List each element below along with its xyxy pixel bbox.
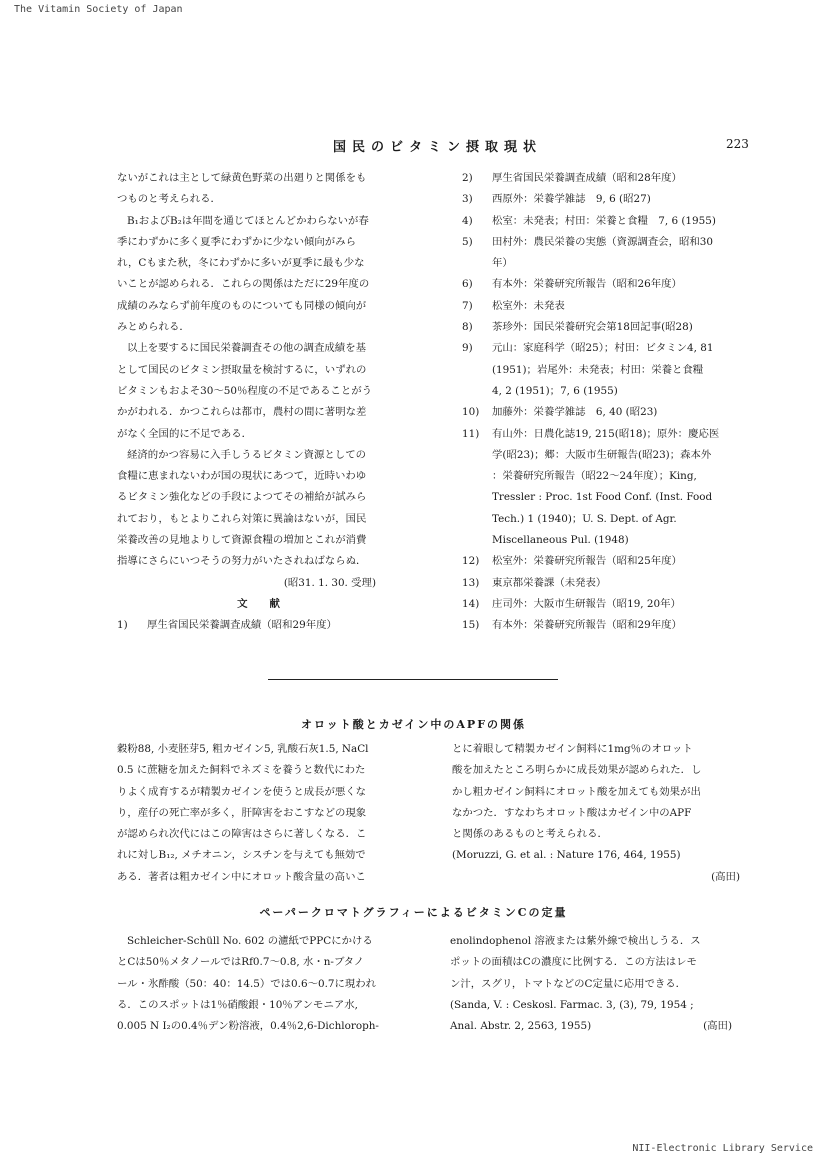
reference-text: 有山外：日農化誌19, 215(昭18)；原外：慶応医 xyxy=(492,427,720,440)
reference-text: 4, 2 (1951)；7, 6 (1955) xyxy=(492,384,618,397)
reference-text: 庄司外：大阪市生研報告（昭19, 20年） xyxy=(492,597,681,610)
reference-number: 5) xyxy=(462,235,473,248)
received-date: (昭31. 1. 30. 受理) xyxy=(283,576,376,589)
text-line: ール・氷酢酸（50：40：14.5）では0.6～0.7に現われ xyxy=(117,977,377,990)
reference-item xyxy=(462,189,768,210)
reference-item xyxy=(462,274,768,295)
reference-item xyxy=(117,615,422,636)
text-line: ン汁，スグリ，トマトなどのC定量に応用できる． xyxy=(450,977,687,990)
short-article-2-right-column xyxy=(450,931,740,1037)
reference-number: 15) xyxy=(462,619,480,632)
text-line: るビタミン強化などの手段によつてその補給が試みら xyxy=(117,491,367,504)
text-line: Schleicher-Schüll No. 602 の濾紙でPPCにかける xyxy=(127,935,373,947)
reference-text: 西原外：栄養学雑誌 9, 6 (昭27) xyxy=(492,193,651,206)
author-signature: (高田) xyxy=(703,1020,732,1033)
short-article-1-right-column xyxy=(452,739,740,888)
reference-text: 有本外：栄養研究所報告（昭和26年度） xyxy=(492,278,682,291)
reference-number xyxy=(462,445,492,466)
reference-number: 8) xyxy=(462,321,473,334)
text-line: みとめられる． xyxy=(117,321,190,334)
reference-text: 松室外：栄養研究所報告（昭和25年度） xyxy=(492,555,682,568)
text-line: B₁およびB₂は年間を通じてほとんどかわらないが春 xyxy=(127,214,369,227)
reference-item xyxy=(462,487,768,508)
reference-text: 厚生省国民栄養調査成績（昭和29年度） xyxy=(147,619,337,632)
reference-number: 6) xyxy=(462,278,473,291)
reference-item xyxy=(462,168,768,189)
reference-number: 10) xyxy=(462,406,480,419)
page-number: 223 xyxy=(726,137,749,151)
text-line: と関係のあるものと考えられる． xyxy=(452,828,608,841)
reference-number xyxy=(462,530,492,551)
reference-text: ：栄養研究所報告（昭22～24年度）；King, xyxy=(492,470,697,483)
reference-item xyxy=(462,445,768,466)
reference-item xyxy=(462,296,768,317)
text-line: れ，Cもまた秋，冬にわずかに多いが夏季に最も少な xyxy=(117,257,365,270)
text-line: いことが認められる．これらの関係はただに29年度の xyxy=(117,278,370,291)
reference-number xyxy=(462,509,492,530)
text-line: つものと考えられる． xyxy=(117,193,221,206)
reference-text: (1951)；岩尾外：未発表；村田：栄養と食糧 xyxy=(492,363,704,376)
reference-item xyxy=(462,615,768,636)
reference-item xyxy=(462,402,768,423)
reference-number: 1) xyxy=(117,619,128,632)
text-line: かがわれる．かつこれらは都市，農村の間に著明な差 xyxy=(117,406,367,419)
author-signature: (高田) xyxy=(711,870,740,883)
references-heading: 文献 xyxy=(237,597,302,610)
reference-text: Miscellaneous Pul. (1948) xyxy=(492,534,629,547)
short-article-2-title: ペーパークロマトグラフィーによるビタミンCの定量 xyxy=(259,906,568,919)
text-line: とCは50％メタノールではRf0.7～0.8, 水・n-ブタノ xyxy=(117,956,365,969)
short-article-2-left-column xyxy=(117,931,427,1037)
section-divider xyxy=(268,679,558,680)
reference-number: 4) xyxy=(462,214,473,227)
reference-item xyxy=(462,211,768,232)
reference-item xyxy=(462,466,768,487)
text-line: enolindophenol 溶液または紫外線で検出しうる．ス xyxy=(450,935,701,947)
reference-item xyxy=(462,594,768,615)
text-line: なかつた．すなわちオロット酸はカゼイン中のAPF xyxy=(452,806,692,819)
reference-item xyxy=(462,530,768,551)
text-line: 0.5 に蔗糖を加えた飼料でネズミを養うと数代にわた xyxy=(117,764,366,777)
reference-number: 7) xyxy=(462,299,473,312)
text-line: ポットの面積はCの濃度に比例する．この方法はレモ xyxy=(450,956,697,969)
text-line: 0.005 N I₂の0.4％デン粉溶液，0.4％2,6-Dichloroph- xyxy=(117,1020,379,1033)
reference-number xyxy=(462,381,492,402)
text-line: ビタミンもおよそ30～50％程度の不足であることがう xyxy=(117,384,373,397)
reference-item xyxy=(462,253,768,274)
reference-text: 茶珍外：国民栄養研究会第18回記事(昭28) xyxy=(492,321,693,334)
reference-number: 3) xyxy=(462,193,473,206)
text-line: が認められ次代にはこの障害はさらに著しくなる．こ xyxy=(117,828,367,841)
text-line: として国民のビタミン摂取量を検討するに，いずれの xyxy=(117,363,367,376)
text-line: りよく成育するが精製カゼインを使うと成長が悪くな xyxy=(117,785,367,798)
reference-text: 学(昭23)；郷：大阪市生研報告(昭23)；森本外 xyxy=(492,448,712,461)
reference-text: 加藤外：栄養学雑誌 6, 40 (昭23) xyxy=(492,406,658,419)
reference-item xyxy=(462,573,768,594)
reference-text: 厚生省国民栄養調査成績（昭和28年度） xyxy=(492,172,682,184)
reference-number: 2) xyxy=(462,172,473,184)
reference-item xyxy=(462,360,768,381)
references-right-column xyxy=(462,168,768,637)
reference-item xyxy=(462,509,768,530)
bottom-watermark: NII-Electronic Library Service xyxy=(632,1143,813,1154)
reference-number: 14) xyxy=(462,597,480,610)
reference-item xyxy=(462,381,768,402)
text-line: 食糧に恵まれないわが国の現状にあつて，近時いわゆ xyxy=(117,470,367,483)
text-line: り，産仔の死亡率が多く，肝障害をおこすなどの現象 xyxy=(117,806,367,819)
reference-text: 年） xyxy=(492,257,513,270)
text-line: 成績のみならず前年度のものについても同様の傾向が xyxy=(117,299,367,312)
reference-text: 有本外：栄養研究所報告（昭和29年度） xyxy=(492,619,682,632)
reference-item xyxy=(462,424,768,445)
citation: Anal. Abstr. 2, 2563, 1955) xyxy=(450,1020,592,1033)
short-article-1-left-column xyxy=(117,739,427,888)
reference-item xyxy=(462,232,768,253)
text-line: れに対しB₁₂, メチオニン，シスチンを与えても無効で xyxy=(117,849,366,862)
text-line: かし粗カゼイン飼料にオロット酸を加えても効果が出 xyxy=(452,785,701,798)
text-line: 穀粉88, 小麦胚芽5, 粗カゼイン5, 乳酸石灰1.5, NaCl xyxy=(117,743,369,755)
article-left-column xyxy=(117,168,422,637)
reference-number: 9) xyxy=(462,342,473,355)
citation: (Moruzzi, G. et al. : Nature 176, 464, 1955) xyxy=(452,849,681,862)
reference-text: Tressler : Proc. 1st Food Conf. (Inst. Food xyxy=(492,491,713,504)
reference-number: 12) xyxy=(462,555,480,568)
reference-item xyxy=(462,551,768,572)
reference-number: 13) xyxy=(462,576,480,589)
reference-text: 松室：未発表；村田：栄養と食糧 7, 6 (1955) xyxy=(492,214,716,227)
text-line: とに着眼して精製カゼイン飼料に1mg％のオロット xyxy=(452,743,693,755)
reference-text: 松室外：未発表 xyxy=(492,299,565,312)
reference-item xyxy=(462,338,768,359)
text-line: がなく全国的に不足である． xyxy=(117,427,253,440)
reference-number: 11) xyxy=(462,427,480,440)
reference-number xyxy=(462,466,492,487)
running-header-title: 国民のビタミン摂取現状 xyxy=(333,140,543,155)
text-line: ある．著者は粗カゼイン中にオロット酸含量の高いこ xyxy=(117,870,366,883)
reference-number xyxy=(462,487,492,508)
reference-number xyxy=(462,253,492,274)
text-line: 季にわずかに多く夏季にわずかに少ない傾向がみら xyxy=(117,235,356,248)
text-line: 指導にさらにいつそうの努力がいたされねばならぬ． xyxy=(117,555,367,568)
reference-text: 田村外：農民栄養の実態（資源調査会，昭和30 xyxy=(492,235,714,248)
citation: (Sanda, V. : Ceskosl. Farmac. 3, (3), 79, 1954 ; xyxy=(450,998,694,1011)
text-line: 経済的かつ容易に入手しうるビタミン資源としての xyxy=(127,448,366,461)
text-line: ないがこれは主として緑黄色野菜の出廻りと関係をも xyxy=(117,172,367,184)
reference-item xyxy=(462,317,768,338)
text-line: 酸を加えたところ明らかに成長効果が認められた．し xyxy=(452,764,702,777)
text-line: 以上を要するに国民栄養調査その他の調査成績を基 xyxy=(127,342,366,355)
short-article-1-title: オロット酸とカゼイン中のAPFの関係 xyxy=(300,718,527,731)
reference-number xyxy=(462,360,492,381)
reference-text: 東京都栄養課（未発表） xyxy=(492,576,607,589)
reference-text: Tech.) 1 (1940)；U. S. Dept. of Agr. xyxy=(492,512,677,525)
text-line: れており，もとよりこれら対策に異論はないが，国民 xyxy=(117,512,367,525)
top-watermark: The Vitamin Society of Japan xyxy=(14,4,183,15)
citation-line-with-signature xyxy=(450,1016,740,1037)
text-line: 栄養改善の見地よりして資源食糧の増加とこれが消費 xyxy=(117,534,367,547)
reference-text: 元山：家庭科学（昭25）；村田：ビタミン4, 81 xyxy=(492,342,714,355)
text-line: る．このスポットは1％硝酸銀・10％アンモニア水, xyxy=(117,998,358,1011)
